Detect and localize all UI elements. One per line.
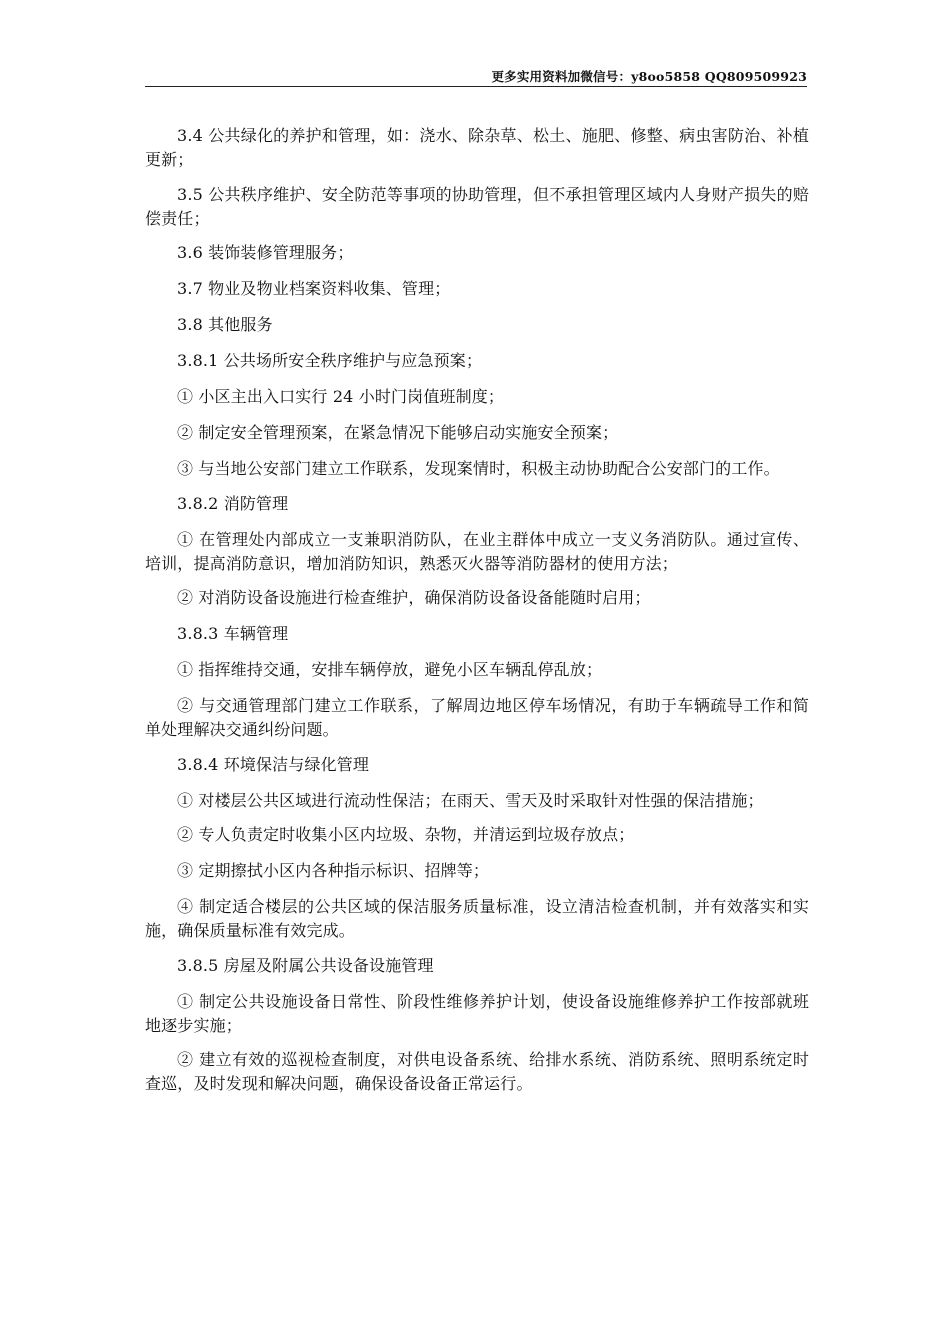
list-item: ② 对消防设备设施进行检查维护，确保消防设备设备能随时启用； [177, 588, 651, 607]
list-item: ② 建立有效的巡视检查制度，对供电设备系统、给排水系统、消防系统、照明系统定时查巡，及时发现和解决问题，确保设备设备正常运行。 [145, 1050, 809, 1093]
document-body [145, 124, 809, 1107]
paragraph-3-4: 3.4 公共绿化的养护和管理，如：浇水、除杂草、松土、施肥、修整、病虫害防治、补植更新； [145, 126, 809, 169]
section-heading-3-8-3: 3.8.3 车辆管理 [177, 624, 289, 643]
list-item: ① 对楼层公共区域进行流动性保洁；在雨天、雪天及时采取针对性强的保洁措施； [177, 790, 764, 810]
list-item: ③ 与当地公安部门建立工作联系，发现案情时，积极主动协助配合公安部门的工作。 [177, 459, 780, 478]
paragraph-3-7: 3.7 物业及物业档案资料收集、管理； [177, 279, 451, 298]
section-heading-3-8-1: 3.8.1 公共场所安全秩序维护与应急预案； [177, 351, 483, 370]
list-item: ① 在管理处内部成立一支兼职消防队，在业主群体中成立一支义务消防队。通过宣传、培训，提高消防意识，增加消防知识，熟悉灭火器等消防器材的使用方法； [145, 529, 809, 573]
list-item: ① 制定公共设施设备日常性、阶段性维修养护计划，使设备设施维修养护工作按部就班地逐步实施； [145, 991, 809, 1035]
list-item: ① 小区主出入口实行 24 小时门岗值班制度； [177, 387, 505, 406]
list-item: ③ 定期擦拭小区内各种指示标识、招牌等； [177, 861, 490, 880]
section-heading-3-8-4: 3.8.4 环境保洁与绿化管理 [177, 754, 370, 774]
list-item: ② 专人负责定时收集小区内垃圾、杂物，并清运到垃圾存放点； [177, 825, 635, 844]
list-item: ④ 制定适合楼层的公共区域的保洁服务质量标准，设立清洁检查机制，并有效落实和实施，确保质量标准有效完成。 [145, 897, 809, 940]
section-heading-3-8-5: 3.8.5 房屋及附属公共设备设施管理 [177, 955, 434, 975]
section-heading-3-8-2: 3.8.2 消防管理 [177, 493, 289, 513]
paragraph-3-5: 3.5 公共秩序维护、安全防范等事项的协助管理，但不承担管理区域内人身财产损失的赔偿责任； [145, 184, 809, 228]
list-item: ① 指挥维持交通，安排车辆停放，避免小区车辆乱停乱放； [177, 660, 603, 679]
list-item: ② 制定安全管理预案，在紧急情况下能够启动实施安全预案； [177, 423, 619, 442]
header-contact-text: 更多实用资料加微信号：y8oo5858 QQ809509923 [491, 69, 807, 84]
section-heading-3-8: 3.8 其他服务 [177, 315, 273, 334]
page-header [145, 66, 807, 87]
list-item: ② 与交通管理部门建立工作联系，了解周边地区停车场情况，有助于车辆疏导工作和简单处理解决交通纠纷问题。 [145, 696, 809, 739]
paragraph-3-6: 3.6 装饰装修管理服务； [177, 243, 354, 262]
